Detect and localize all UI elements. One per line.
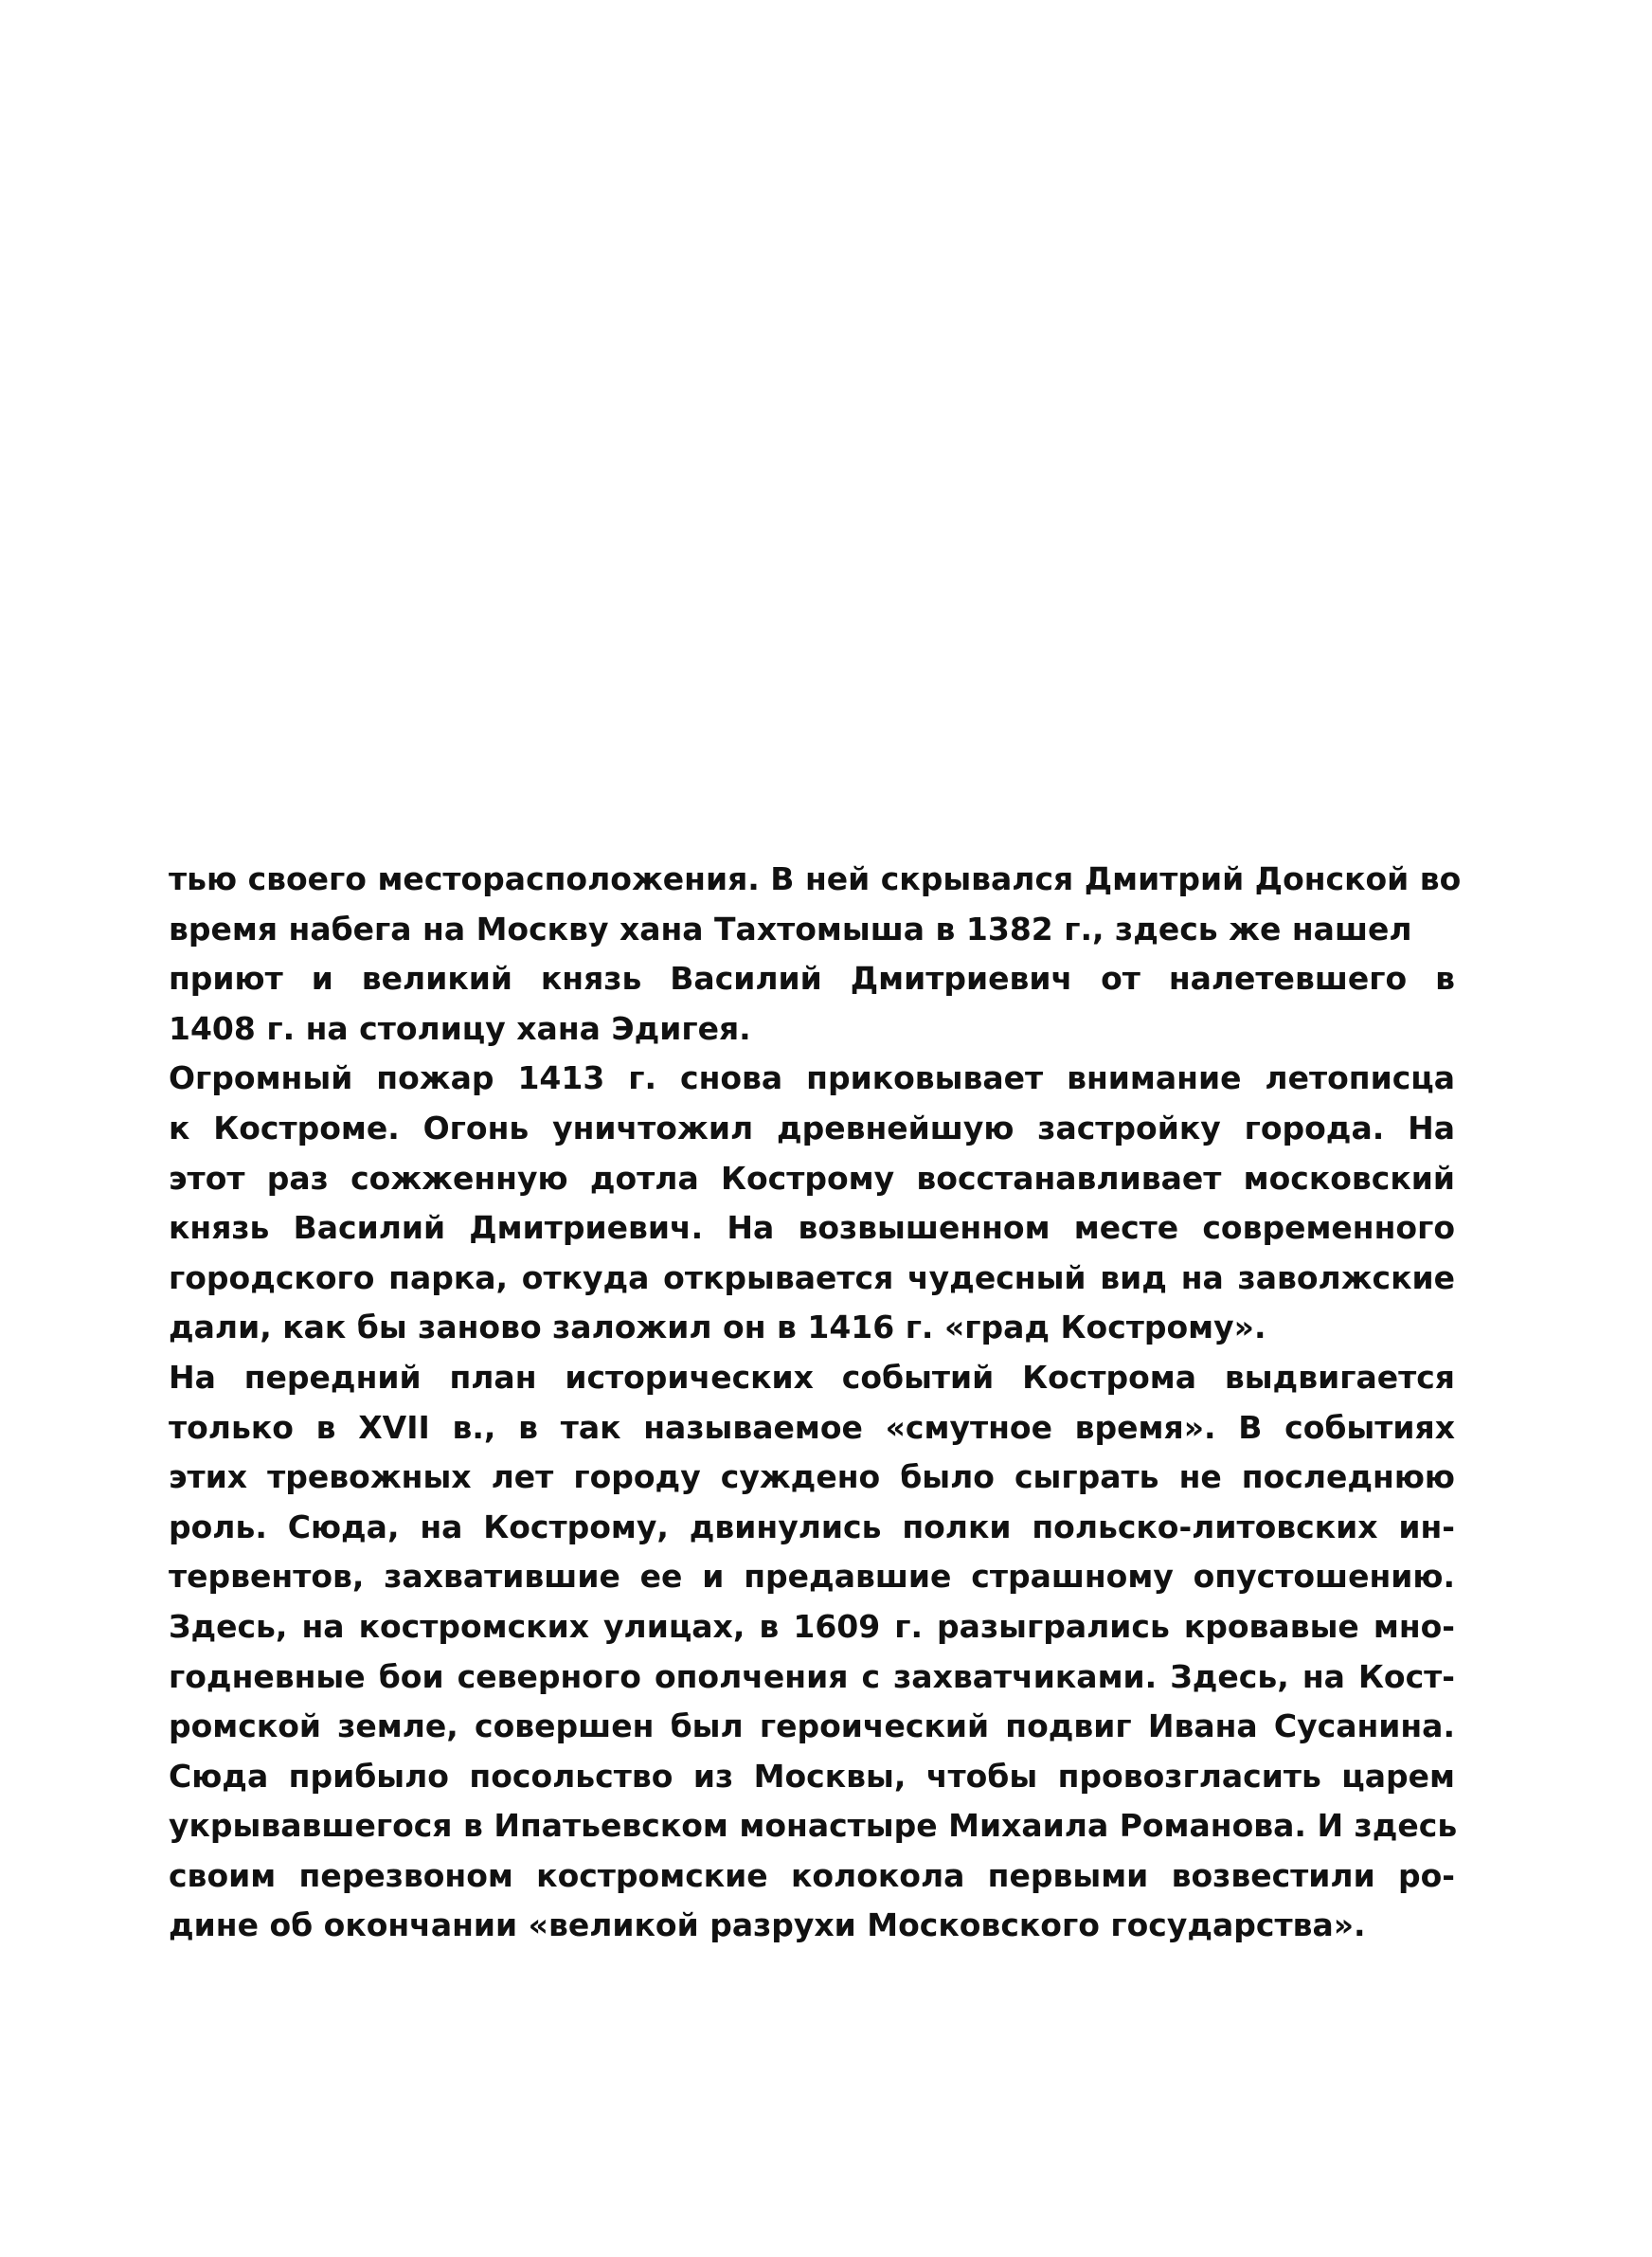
text-line-6: к Костроме. Огонь уничтожил древнейшую застройку города. На: [169, 1109, 1455, 1147]
text-line-5: Огромный пожар 1413 г. снова приковывает внимание летописца: [169, 1059, 1455, 1097]
text-line-9: городского парка, откуда открывается чудесный вид на заволжские: [169, 1258, 1455, 1296]
text-line-3: приют и великий князь Василий Дмитриевич от налетевшего в: [169, 960, 1455, 998]
text-line-19: Сюда прибыло посольство из Москвы, чтобы провозгласить царем: [169, 1757, 1455, 1795]
text-line-18: ромской земле, совершен был героический подвиг Ивана Сусанина.: [169, 1707, 1455, 1745]
text-line-11: На передний план исторических событий Кострома выдвигается: [169, 1358, 1455, 1396]
text-line-14: роль. Сюда, на Кострому, двинулись полки польско-литовских ин-: [169, 1508, 1455, 1545]
text-line-8: князь Василий Дмитриевич. На возвышенном месте современного: [169, 1209, 1455, 1247]
text-line-10: дали, как бы заново заложил он в 1416 г. «град Кострому».: [169, 1309, 1266, 1346]
text-line-2: время набега на Москву хана Тахтомыша в 1382 г., здесь же нашел: [169, 910, 1412, 948]
text-line-22: дине об окончании «великой разрухи Московского государства».: [169, 1906, 1366, 1944]
text-line-13: этих тревожных лет городу суждено было сыграть не последнюю: [169, 1458, 1455, 1496]
text-line-21: своим перезвоном костромские колокола первыми возвестили ро-: [169, 1856, 1455, 1894]
text-line-15: тервентов, захватившие ее и предавшие страшному опустошению.: [169, 1558, 1455, 1596]
text-line-7: этот раз сожженную дотла Кострому восстанавливает московский: [169, 1159, 1455, 1197]
text-line-12: только в XVII в., в так называемое «смутное время». В событиях: [169, 1408, 1455, 1446]
body-text: [169, 855, 1462, 1951]
text-line-20: укрывавшегося в Ипатьевском монастыре Михаила Романова. И здесь: [169, 1807, 1458, 1845]
text-line-1: тью своего месторасположения. В ней скрывался Дмитрий Донской во: [169, 860, 1462, 897]
text-line-17: годневные бои северного ополчения с захватчиками. Здесь, на Кост-: [169, 1657, 1455, 1695]
text-line-4: 1408 г. на столицу хана Эдигея.: [169, 1009, 751, 1047]
text-line-16: Здесь, на костромских улицах, в 1609 г. разыгрались кровавые мно-: [169, 1607, 1455, 1645]
